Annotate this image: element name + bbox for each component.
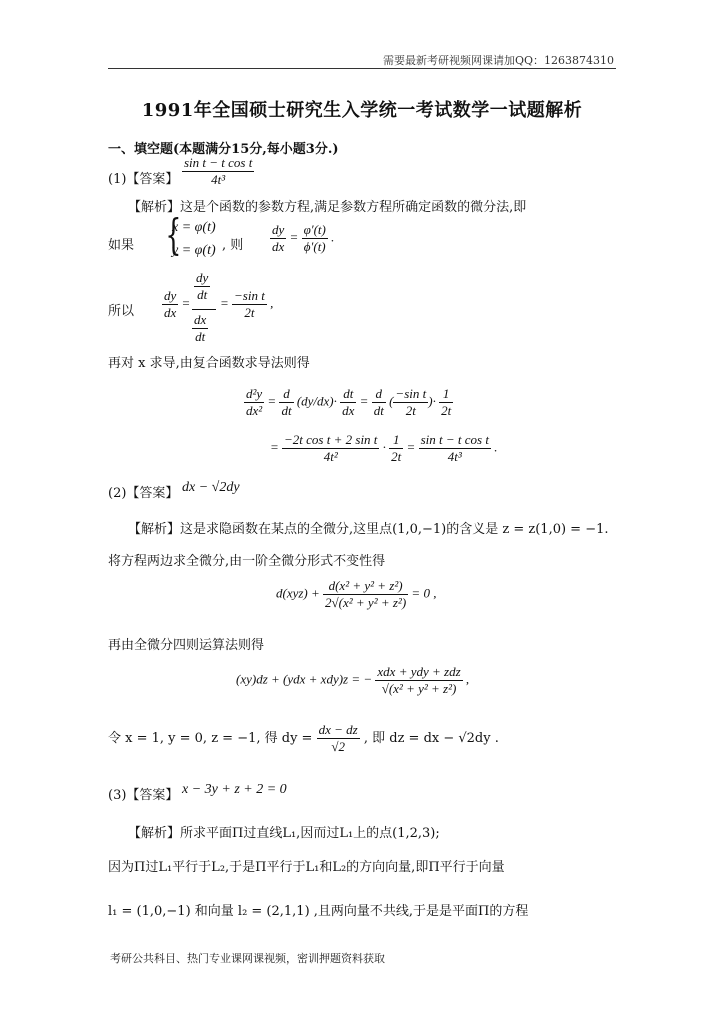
- q1-eq2-a-den: 4t²: [323, 449, 338, 464]
- q1-eq2-c-den: 4t³: [447, 449, 462, 464]
- q1-eq1-c-num: dt: [340, 386, 356, 403]
- q1-d2-den: dx²: [246, 403, 263, 418]
- q1-so-r-den: 2t: [244, 305, 255, 320]
- q2-eqA-num: d(x² + y² + z²): [323, 578, 408, 595]
- q1-eq1-f-den: 2t: [441, 403, 452, 418]
- q1-so-mid-den: [192, 312, 208, 345]
- q1-analysis: 【解析】这是个函数的参数方程,满足参数方程所确定函数的微分法,即: [128, 200, 527, 215]
- q1-sys1: x = φ(t): [172, 220, 216, 235]
- q1-eq1-d-den: dt: [373, 403, 384, 418]
- q3-answer: x − 3y + z + 2 = 0: [182, 782, 287, 797]
- q2-eqA-right: = 0 ,: [411, 585, 437, 601]
- q1-so-m-num2: dx: [194, 312, 207, 327]
- q1-dydx-num: dy: [272, 222, 285, 237]
- q1-eq2: = $\frac{\text{−2t cos t + 2 sin t}}{\text{4t²}}$ · $\frac{1}{2t}$ = $\frac{\text{sin t − t cos t}}{\text{4t³}}$ .: [270, 432, 498, 464]
- q1-phi-num: φ′(t): [303, 222, 326, 237]
- q1-eq1-a-num: d: [279, 386, 293, 403]
- q2-let: [108, 722, 499, 755]
- q3-text2: 因为Π过L₁平行于L₂,于是Π平行于L₁和L₂的方向向量,即Π平行于向量: [108, 860, 505, 875]
- footer-note: 考研公共科目、热门专业课网课视频，密训押题资料获取: [110, 952, 385, 965]
- q1-eq2-c-num: sin t − t cos t: [420, 432, 489, 447]
- q2-eqB: [236, 664, 469, 697]
- q1-then: , 则: [222, 238, 244, 253]
- left-brace: {: [165, 210, 182, 259]
- q2-eqB-num: xdx + ydy + zdz: [377, 664, 461, 679]
- q1-so-r-num: −sin t: [234, 288, 265, 303]
- q2-eqA-den: 2√(x² + y² + z²): [325, 595, 407, 610]
- q1-eq1-a-den: dt: [281, 403, 292, 418]
- q1-dydx-den: dx: [272, 239, 285, 254]
- q1-sys2: y = φ(t): [172, 243, 216, 258]
- q2-eqA-left: d(xyz) +: [276, 585, 320, 601]
- q2-analysis: 【解析】这是求隐函数在某点的全微分,这里点(1,0,−1)的含义是 z = z(1,0) = −1.: [128, 522, 609, 537]
- q1-answer-den: 4t³: [211, 172, 226, 187]
- q3-label: (3)【答案】: [108, 788, 179, 803]
- q1-eq2-period: .: [494, 439, 498, 455]
- header-note: 需要最新考研视频网课请加QQ：1263874310: [382, 54, 614, 67]
- q3-text3: l₁ = (1,0,−1) 和向量 l₂ = (2,1,1) ,且两向量不共线,于是是平面Π的方程: [108, 904, 529, 919]
- q2-let-num: dx − dz: [318, 722, 358, 737]
- q1-eq2-b-num: 1: [389, 432, 403, 449]
- q1-so-right: = $\frac{\text{−sin t}}{2t}$ ,: [220, 288, 274, 320]
- q1-d2-num: d²y: [246, 386, 263, 401]
- q1-eq1-e-num: −sin t: [395, 386, 427, 401]
- section-heading: 一、填空题(本题满分15分,每小题3分.): [108, 142, 339, 157]
- q1-phi-den: ϕ′(t): [303, 239, 326, 254]
- q1-eq1-e-den: 2t: [405, 403, 416, 418]
- q1-so-main-line: [192, 309, 216, 310]
- q2-eqB-right: ,: [465, 671, 470, 687]
- q2-answer: dx − √2dy: [182, 480, 240, 495]
- q2-let-right: , 即 dz = dx − √2dy .: [363, 731, 499, 746]
- q2-eqA: [276, 578, 436, 611]
- q1-deriv-text: 再对 x 求导,由复合函数求导法则得: [108, 356, 310, 371]
- q2-let-text: 令 x = 1, y = 0, z = −1, 得 dy =: [108, 731, 313, 746]
- q1-eq1-b: (dy/dx)·: [296, 393, 337, 409]
- q2-text3: 再由全微分四则运算法则得: [108, 638, 265, 653]
- q1-answer: [182, 155, 254, 188]
- q1-period: .: [331, 229, 335, 245]
- q1-so-left: $\frac{dy}{dx}$ =: [164, 288, 191, 320]
- header-rule: [108, 68, 616, 69]
- q1-label: (1)【答案】: [108, 172, 179, 187]
- q1-so-m-den2: dt: [195, 329, 206, 344]
- q1-so-l-num: dy: [164, 288, 177, 303]
- q1-if-label: 如果: [108, 238, 135, 253]
- q1-so-label: 所以: [108, 304, 135, 319]
- q1-eq1-f-num: 1: [439, 386, 453, 403]
- q1-eq2-b-den: 2t: [391, 449, 402, 464]
- q2-text2: 将方程两边求全微分,由一阶全微分形式不变性得: [108, 554, 386, 569]
- q1-eq1: $\frac{\text{d²y}}{\text{dx²}}$ = $\frac{d}{dt}$ (dy/dx)· $\frac{dt}{dx}$ = $\frac{d}{dt}$ ( $\frac{\text{−sin t}}{2t}$ )· $\frac{1}{2t}$: [246, 386, 452, 418]
- q2-let-den: √2: [331, 739, 345, 754]
- q1-eq2-a-num: −2t cos t + 2 sin t: [284, 432, 378, 447]
- q1-eq1-c-den: dx: [342, 403, 355, 418]
- q1-so-m-num1: dy: [196, 270, 209, 285]
- q1-answer-num: sin t − t cos t: [184, 155, 253, 170]
- q1-so-mid: [192, 270, 212, 303]
- q1-so-l-den: dx: [164, 305, 177, 320]
- q3-analysis: 【解析】所求平面Π过直线L₁,因而过L₁上的点(1,2,3);: [128, 826, 440, 841]
- q2-label: (2)【答案】: [108, 486, 179, 501]
- q2-eqB-den: √(x² + y² + z²): [381, 681, 457, 696]
- q2-eqB-left: (xy)dz + (ydx + xdy)z = −: [236, 671, 373, 687]
- q1-dydx: $\frac{dy}{dx}$ = $\frac{\varphi'(t)}{\phi'(t)}$ .: [272, 222, 335, 254]
- q1-so-m-den1: dt: [197, 287, 208, 302]
- q1-comma: ,: [270, 295, 274, 311]
- page-title: 1991年全国硕士研究生入学统一考试数学一试题解析: [141, 100, 583, 121]
- q1-eq1-d-num: d: [372, 386, 386, 403]
